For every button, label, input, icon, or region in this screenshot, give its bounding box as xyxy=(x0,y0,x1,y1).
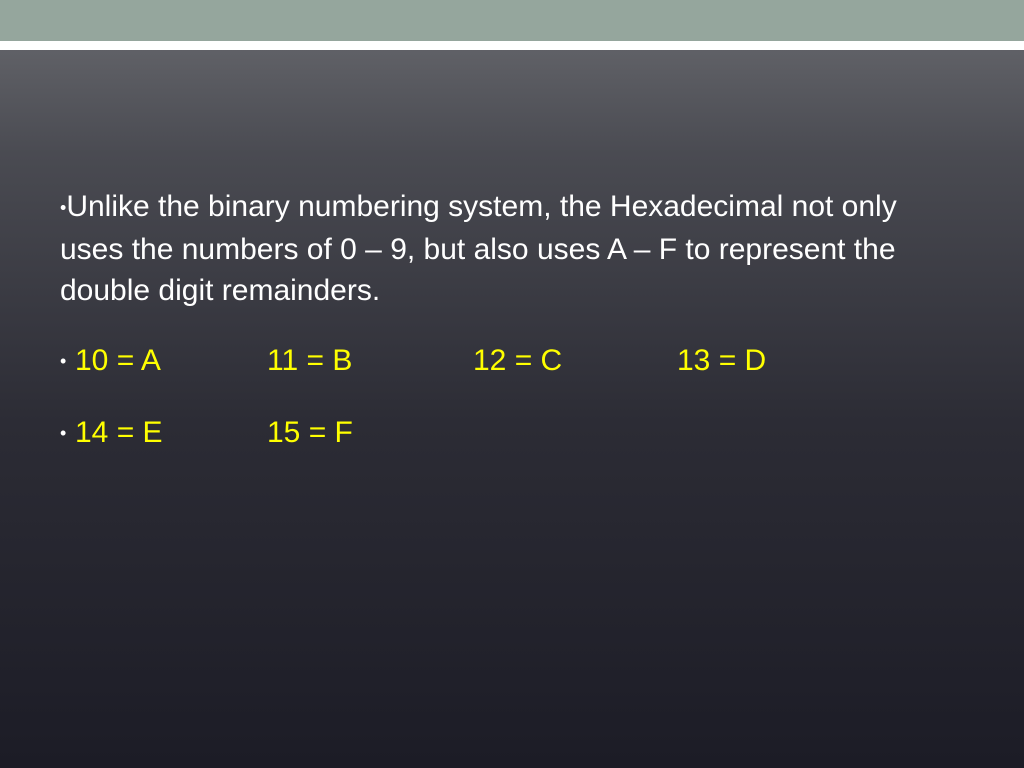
mapping-13-d: 13 = D xyxy=(677,343,767,377)
mapping-11-b: 11 = B xyxy=(267,343,353,377)
bullet-icon: • xyxy=(60,422,67,443)
intro-paragraph xyxy=(60,186,960,311)
mapping-row-2 xyxy=(60,413,960,453)
header-rule xyxy=(0,41,1024,50)
header-band xyxy=(0,0,1024,41)
slide-content xyxy=(60,186,960,453)
mapping-15-f: 15 = F xyxy=(267,415,353,449)
mapping-14-e: 14 = E xyxy=(75,415,163,449)
mapping-12-c: 12 = C xyxy=(473,343,563,377)
mapping-10-a: 10 = A xyxy=(75,343,161,377)
mapping-row-1 xyxy=(60,341,960,381)
intro-text: Unlike the binary numbering system, the Hexadecimal not only uses the numbers of 0 – 9, but also uses A – F to represent the double digit remainders. xyxy=(60,190,897,307)
bullet-icon: • xyxy=(60,197,67,218)
bullet-icon: • xyxy=(60,350,67,371)
